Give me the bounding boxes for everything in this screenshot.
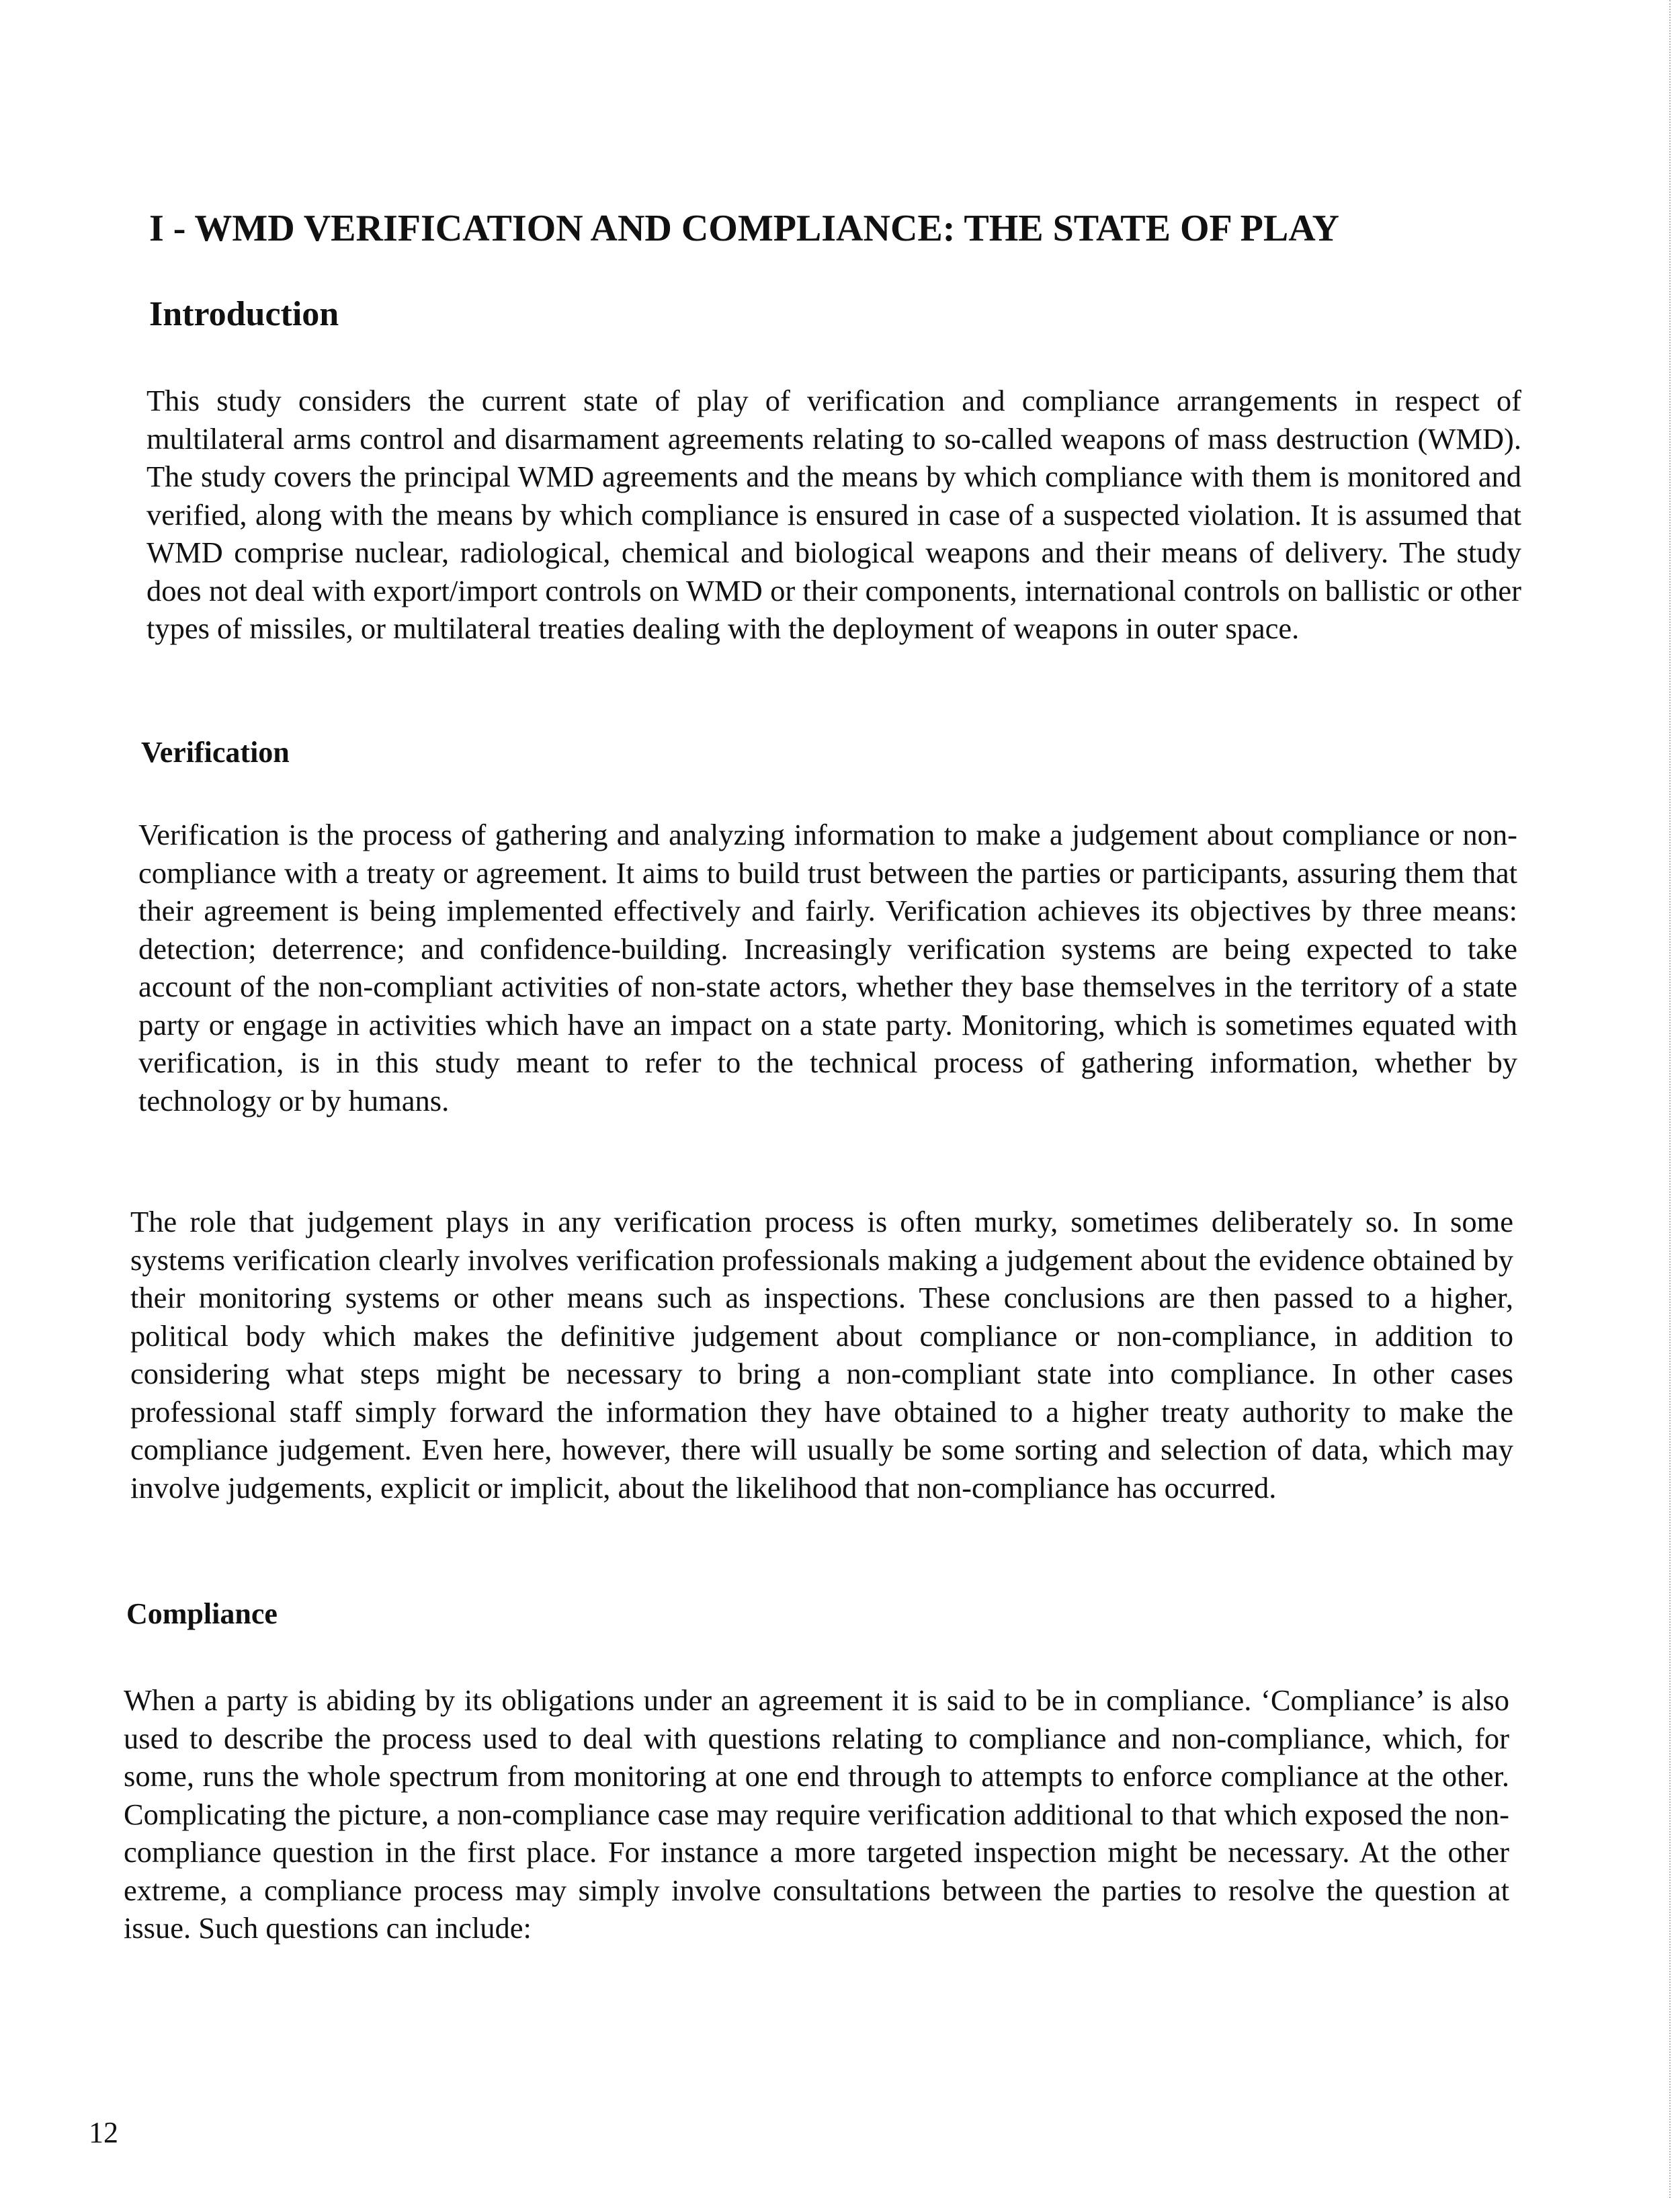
- introduction-paragraph: This study considers the current state of play of verification and compliance arrangements in respect of multilateral arms control and disarmament agreements relating to so-called weapons of mass destruction (WMD). The study covers the principal WMD agreements and the means by which compliance with them is monitored and verified, along with the means by which compliance is ensured in case of a suspected violation. It is assumed that WMD comprise nuclear, radiological, chemical and biological weapons and their means of delivery. The study does not deal with export/import controls on WMD or their components, international controls on ballistic or other types of missiles, or multilateral treaties dealing with the deployment of weapons in outer space.: [146, 384, 1521, 645]
- verification-paragraph-1: Verification is the process of gathering and analyzing information to make a judgement about compliance or non-compliance with a treaty or agreement. It aims to build trust between the parties or participants, assuring them that their agreement is being implemented effectively and fairly. Verification achieves its objectives by three means: detection; deterrence; and confidence-building. Increasingly verification systems are being expected to take account of the non-compliant activities of non-state actors, whether they base themselves in the territory of a state party or engage in activities which have an impact on a state party. Monitoring, which is sometimes equated with verification, is in this study meant to refer to the technical process of gathering information, whether by technology or by humans.: [138, 818, 1517, 1117]
- page-edge-divider: [1669, 0, 1680, 2198]
- verification-heading: Verification: [141, 736, 290, 769]
- verification-paragraph-2: The role that judgement plays in any verification process is often murky, sometimes deliberately so. In some systems verification clearly involves verification professionals making a judgement about the evidence obtained by their monitoring systems or other means such as inspections. These conclusions are then passed to a higher, political body which makes the definitive judgement about compliance or non-compliance, in addition to considering what steps might be necessary to bring a non-compliant state into compliance. In other cases professional staff simply forward the information they have obtained to a higher treaty authority to make the compliance judgement. Even here, however, there will usually be some sorting and selection of data, which may involve judgements, explicit or implicit, about the likelihood that non-compliance has occurred.: [130, 1205, 1513, 1505]
- introduction-heading: Introduction: [149, 295, 339, 333]
- chapter-title: I - WMD VERIFICATION AND COMPLIANCE: THE STATE OF PLAY: [149, 208, 1339, 249]
- compliance-paragraph: When a party is abiding by its obligations under an agreement it is said to be in compliance. ‘Compliance’ is also used to describe the process used to deal with questions relating to compliance and non-compliance, which, for some, runs the whole spectrum from monitoring at one end through to attempts to enforce compliance at the other. Complicating the picture, a non-compliance case may require verification additional to that which exposed the non-compliance question in the first place. For instance a more targeted inspection might be necessary. At the other extreme, a compliance process may simply involve consultations between the parties to resolve the question at issue. Such questions can include:: [124, 1683, 1509, 1945]
- page-number: 12: [89, 2116, 118, 2149]
- compliance-heading: Compliance: [126, 1597, 278, 1630]
